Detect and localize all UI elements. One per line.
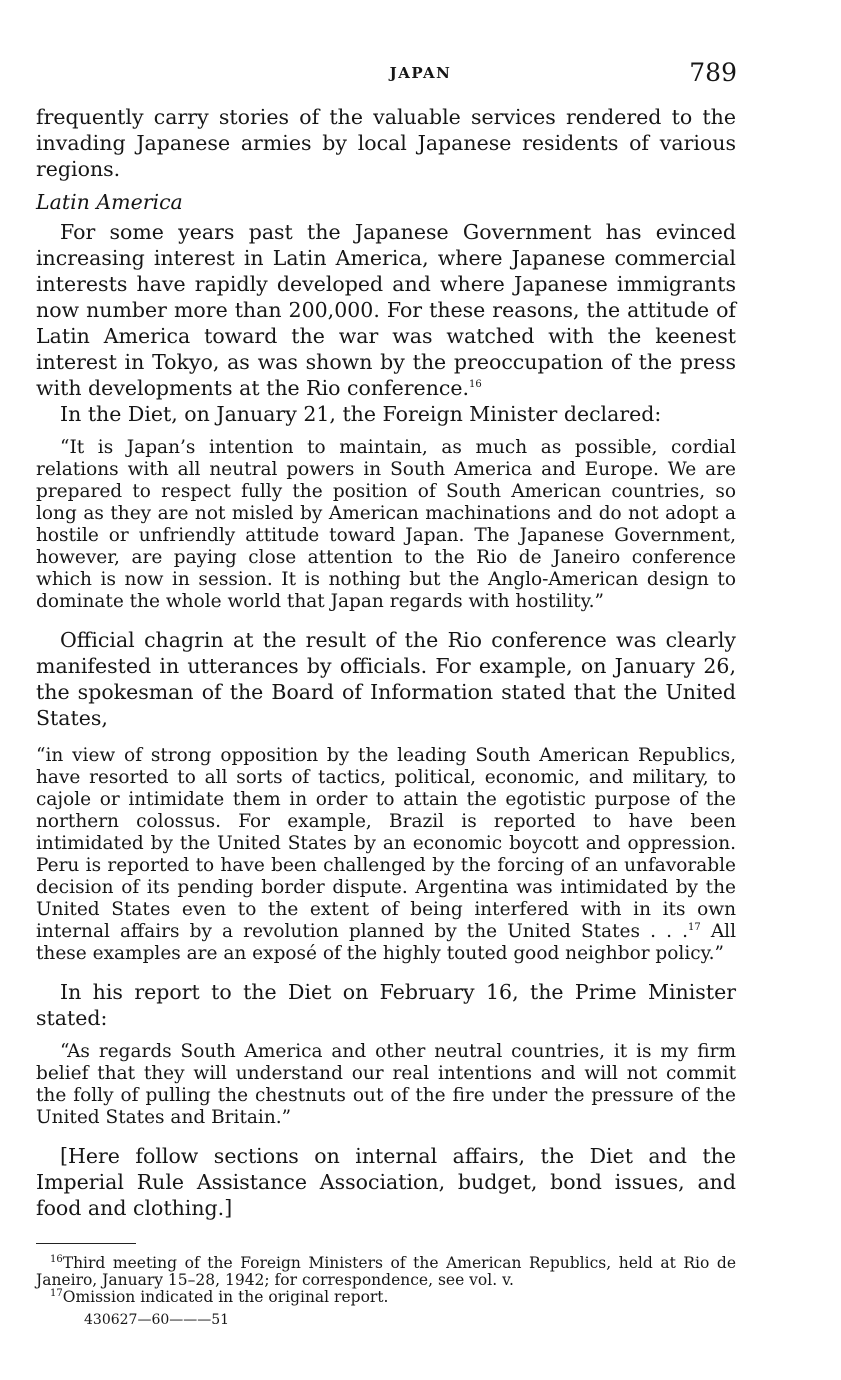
print-code: 430627—60———51: [84, 1312, 230, 1328]
quote-foreign-minister: “It is Japan’s intention to maintain, as much as possible, cordial relations with all neutral powers in South America and Europe. We are prepared to respect fully the position of South American countries, so long as they are not misled by American machinations and do not adopt a hostile or unfriendly attitude toward Japan. The Japanese Government, however, are paying close attention to the Rio de Janeiro conference which is now in session. It is nothing but the Anglo-American design to dominate the whole world that Japan regards with hostility.”: [36, 437, 736, 612]
footnotes: [36, 1255, 736, 1328]
page-number: 789: [689, 58, 737, 87]
footnote-17: [36, 1289, 736, 1306]
footnote-16: [36, 1255, 736, 1289]
footnote-16-marker: 16: [50, 1253, 63, 1265]
footnote-17-text: Omission indicated in the original report.: [62, 1288, 389, 1306]
quote-spokesman-part1: “in view of strong opposition by the leading South American Republics, have resorted to all sorts of tactics, political, economic, and military, to cajole or intimidate them in order to attain the egotistic purpose of the northern colossus. For example, Brazil is reported to have been intimidated by the United States by an economic boycott and oppression. Peru is reported to have been challenged by the forcing of an unfavorable decision of its pending border dispute. Argentina was intimidated by the United States even to the extent of being interfered with in its own internal affairs by a revolution planned by the United States . . .: [36, 745, 736, 942]
footnote-17-marker: 17: [50, 1287, 63, 1299]
paragraph-chagrin: Official chagrin at the result of the Rio conference was clearly manifested in utterances by officials. For example, on January 26, the spokesman of the Board of Information stated that the United States,: [36, 628, 736, 730]
paragraph-editorial-note: [Here follow sections on internal affairs, the Diet and the Imperial Rule Assistance Association, budget, bond issues, and food and clothing.]: [36, 1144, 736, 1220]
paragraph-prime-minister: In his report to the Diet on February 16, the Prime Minister stated:: [36, 980, 736, 1030]
main-text: [36, 104, 736, 1221]
quote-spokesman: [36, 745, 736, 965]
paragraph-latin-america: [36, 219, 736, 401]
paragraph-latin-america-text: For some years past the Japanese Government has evinced increasing interest in Latin America, where Japanese commercial interests have rapidly developed and where Japanese immigrants now number more than 200,000. For these reasons, the attitude of Latin America toward the war was watched with the keenest interest in Tokyo, as was shown by the preoccupation of the press with developments at the Rio conference.: [36, 220, 736, 400]
paragraph-continuation: frequently carry stories of the valuable services rendered to the invading Japanese armies by local Japanese residents of various regions.: [36, 105, 736, 181]
paragraph-diet-intro: In the Diet, on January 21, the Foreign Minister declared:: [60, 402, 662, 426]
footnote-16-text: Third meeting of the Foreign Ministers of the American Republics, held at Rio de Janeiro, January 15–28, 1942; for correspondence, see vol. v.: [36, 1254, 736, 1289]
footnote-divider: [36, 1243, 136, 1244]
quote-prime-minister: “As regards South America and other neutral countries, it is my firm belief that they will understand our real intentions and will not commit the folly of pulling the chestnuts out of the fire under the pressure of the United States and Britain.”: [36, 1041, 736, 1128]
running-title: JAPAN: [389, 64, 452, 82]
footnote-ref-16: 16: [469, 379, 482, 391]
section-heading: Latin America: [36, 190, 183, 214]
footnote-ref-17: 17: [687, 921, 701, 933]
quote-spokesman-part2: All these examples are an exposé of the highly touted good neighbor policy.”: [36, 921, 737, 964]
